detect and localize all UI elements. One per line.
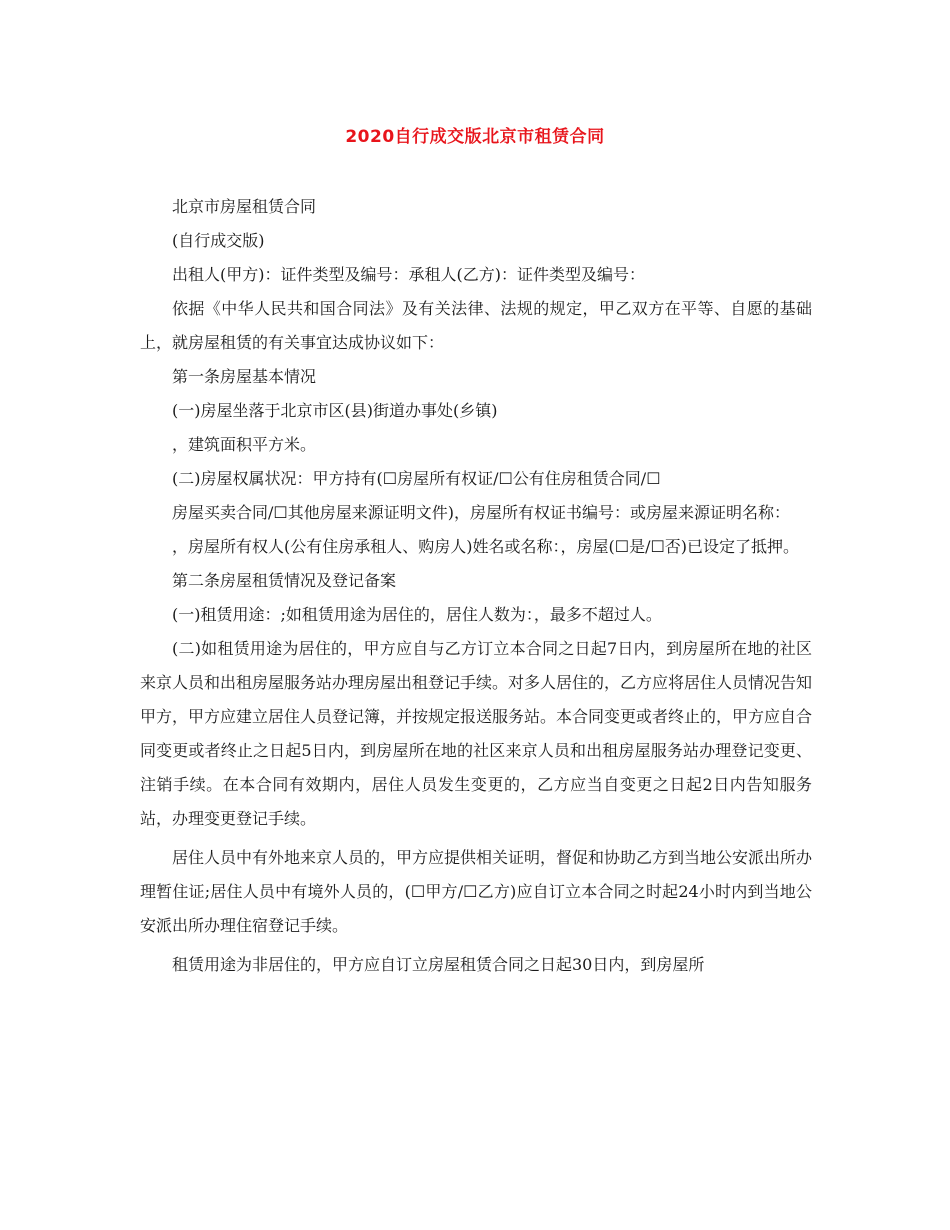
article-1-item-2: (二)房屋权属状况：甲方持有(☐房屋所有权证/☐公有住房租赁合同/☐ bbox=[172, 469, 661, 488]
document-body bbox=[140, 190, 812, 982]
article-2-item-2: (二)如租赁用途为居住的，甲方应自与乙方订立本合同之日起7日内，到房屋所在地的社区来京人员和出租房屋服务站办理房屋出租登记手续。对多人居住的，乙方应将居住人员情况告知甲方，甲方应建立居住人员登记簿，并按规定报送服务站。本合同变更或者终止的，甲方应自合同变更或者终止之日起5日内，到房屋所在地的社区来京人员和出租房屋服务站办理登记变更、注销手续。在本合同有效期内，居住人员发生变更的，乙方应当自变更之日起2日内告知服务站，办理变更登记手续。 bbox=[140, 639, 813, 828]
article-2-item-1: (一)租赁用途：;如租赁用途为居住的，居住人数为：，最多不超过人。 bbox=[172, 605, 662, 624]
article-1-item-1-area: ，建筑面积平方米。 bbox=[172, 435, 317, 454]
article-1-item-1: (一)房屋坐落于北京市区(县)街道办事处(乡镇) bbox=[172, 401, 498, 420]
article-2-foreign-residents: 居住人员中有外地来京人员的，甲方应提供相关证明，督促和协助乙方到当地公安派出所办理暂住证;居住人员中有境外人员的，(☐甲方/☐乙方)应自订立本合同之时起24小时内到当地公安派出所办理住宿登记手续。 bbox=[140, 848, 813, 935]
paragraph-contract-name: 北京市房屋租赁合同 bbox=[172, 197, 317, 216]
paragraph-preamble: 依据《中华人民共和国合同法》及有关法律、法规的规定，甲乙双方在平等、自愿的基础上，就房屋租赁的有关事宜达成协议如下： bbox=[140, 299, 812, 352]
article-1-item-2-cont: 房屋买卖合同/☐其他房屋来源证明文件)，房屋所有权证书编号：或房屋来源证明名称： bbox=[172, 503, 790, 522]
paragraph-contract-version: (自行成交版) bbox=[172, 231, 265, 250]
document-title: 2020自行成交版北京市租赁合同 bbox=[345, 127, 605, 147]
article-1-heading: 第一条房屋基本情况 bbox=[172, 367, 317, 386]
article-2-heading: 第二条房屋租赁情况及登记备案 bbox=[172, 571, 397, 590]
article-2-non-residential: 租赁用途为非居住的，甲方应自订立房屋租赁合同之日起30日内，到房屋所 bbox=[172, 955, 705, 974]
article-1-item-2-owner: ，房屋所有权人(公有住房承租人、购房人)姓名或名称：，房屋(☐是/☐否)已设定了抵押。 bbox=[172, 537, 800, 556]
paragraph-parties: 出租人(甲方)：证件类型及编号：承租人(乙方)：证件类型及编号： bbox=[172, 265, 645, 284]
